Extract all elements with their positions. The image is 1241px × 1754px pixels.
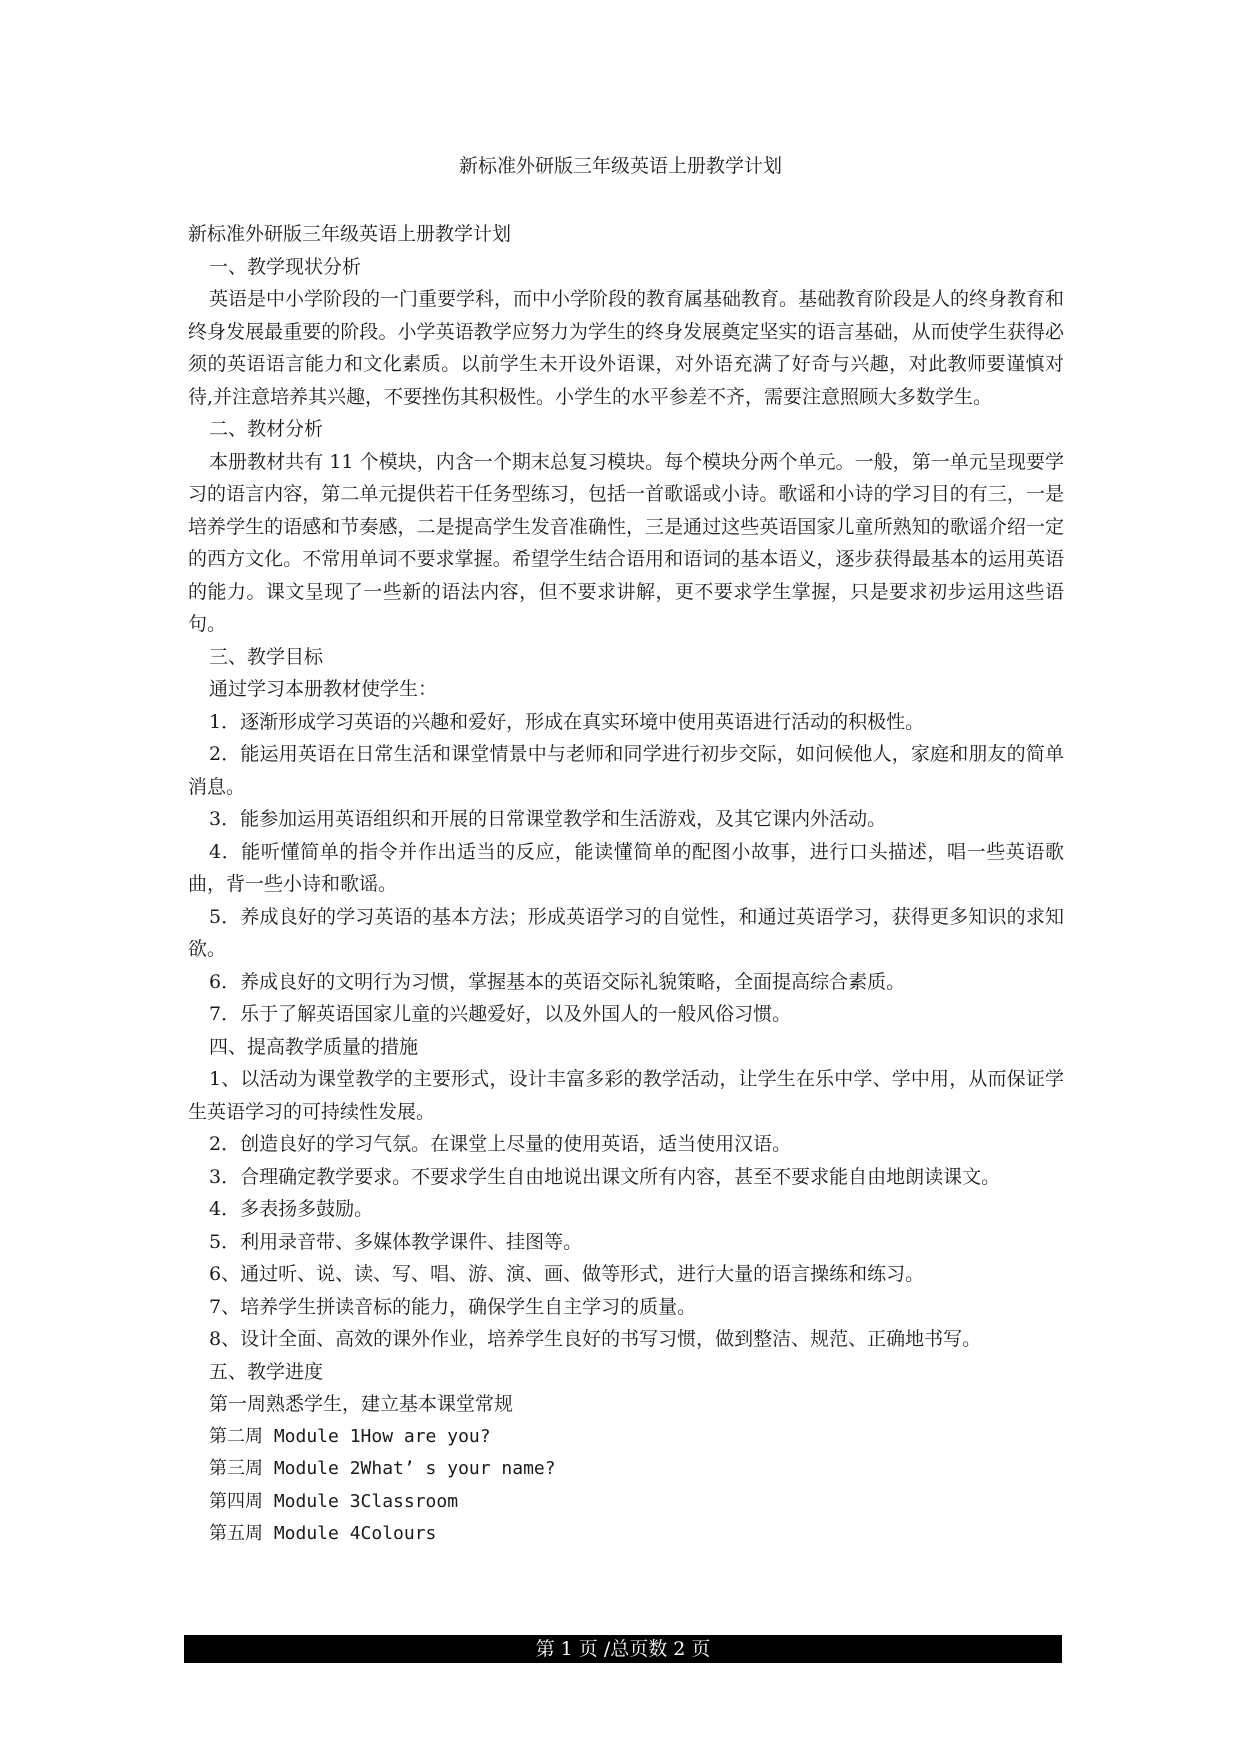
paragraph: 6．养成良好的文明行为习惯，掌握基本的英语交际礼貌策略，全面提高综合素质。 (209, 970, 906, 993)
schedule-line: 第三周 Module 2What’ s your name? (209, 1458, 556, 1479)
paragraph: 1、以活动为课堂教学的主要形式，设计丰富多彩的教学活动，让学生在乐中学、学中用，从而保证学生英语学习的可持续性发展。 (188, 1068, 1064, 1123)
document-body (188, 218, 1064, 1551)
document-subtitle: 新标准外研版三年级英语上册教学计划 (188, 223, 512, 245)
paragraph: 2．能运用英语在日常生活和课堂情景中与老师和同学进行初步交际，如问候他人，家庭和朋友的简单消息。 (188, 743, 1064, 798)
page-title: 新标准外研版三年级英语上册教学计划 (458, 155, 782, 177)
section-line: 三、教学目标 (209, 645, 324, 668)
paragraph: 3．能参加运用英语组织和开展的日常课堂教学和生活游戏，及其它课内外活动。 (209, 808, 887, 830)
paragraph: 1．逐渐形成学习英语的兴趣和爱好，形成在真实环境中使用英语进行活动的积极性。 (209, 710, 925, 733)
schedule-line: 第五周 Module 4Colours (209, 1523, 437, 1544)
section-line: 二、教材分析 (209, 418, 324, 440)
paragraph: 本册教材共有 11 个模块，内含一个期末总复习模块。每个模块分两个单元。一般，第一单元呈现要学习的语言内容，第二单元提供若干任务型练习，包括一首歌谣或小诗。歌谣和小诗的学习目的有三，一是培养学生的语感和节奏感，二是提高学生发音准确性，三是通过这些英语国家儿童所熟知的歌谣介绍一定的西方文化。不常用单词不要求掌握。希望学生结合语用和语词的基本语义，逐步获得最基本的运用英语的能力。课文呈现了一些新的语法内容，但不要求讲解，更不要求学生掌握，只是要求初步运用这些语句。 (188, 450, 1064, 635)
page-footer: 第 1 页 /总页数 2 页 (184, 1635, 1062, 1663)
section-line: 第一周熟悉学生，建立基本课堂常规 (209, 1393, 514, 1415)
schedule-line: 第二周 Module 1How are you? (209, 1425, 491, 1447)
paragraph: 3．合理确定教学要求。不要求学生自由地说出课文所有内容，甚至不要求能自由地朗读课文。 (209, 1165, 1001, 1188)
paragraph: 2．创造良好的学习气氛。在课堂上尽量的使用英语，适当使用汉语。 (209, 1133, 792, 1155)
schedule-line: 第四周 Module 3Classroom (209, 1490, 459, 1512)
paragraph: 5．养成良好的学习英语的基本方法；形成英语学习的自觉性，和通过英语学习，获得更多知识的求知欲。 (188, 905, 1064, 960)
paragraph: 英语是中小学阶段的一门重要学科，而中小学阶段的教育属基础教育。基础教育阶段是人的终身教育和终身发展最重要的阶段。小学英语教学应努力为学生的终身发展奠定坚实的语言基础，从而使学生获得必须的英语语言能力和文化素质。以前学生未开设外语课，对外语充满了好奇与兴趣，对此教师要谨慎对待,并注意培养其兴趣，不要挫伤其积极性。小学生的水平参差不齐，需要注意照顾大多数学生。 (188, 288, 1065, 408)
section-line: 通过学习本册教材使学生： (209, 678, 438, 700)
paragraph: 6、通过听、说、读、写、唱、游、演、画、做等形式，进行大量的语言操练和练习。 (209, 1263, 925, 1285)
paragraph: 7、培养学生拼读音标的能力，确保学生自主学习的质量。 (209, 1295, 697, 1318)
section-line: 四、提高教学质量的措施 (209, 1035, 419, 1058)
paragraph: 7．乐于了解英语国家儿童的兴趣爱好，以及外国人的一般风俗习惯。 (209, 1003, 792, 1025)
section-line: 一、教学现状分析 (209, 255, 362, 278)
section-line: 五、教学进度 (209, 1360, 324, 1383)
paragraph: 5．利用录音带、多媒体教学课件、挂图等。 (209, 1230, 583, 1253)
paragraph: 4．多表扬多鼓励。 (209, 1198, 374, 1220)
paragraph: 4．能听懂简单的指令并作出适当的反应，能读懂简单的配图小故事，进行口头描述，唱一些英语歌曲，背一些小诗和歌谣。 (188, 840, 1064, 895)
paragraph: 8、设计全面、高效的课外作业，培养学生良好的书写习惯，做到整洁、规范、正确地书写。 (209, 1328, 982, 1350)
